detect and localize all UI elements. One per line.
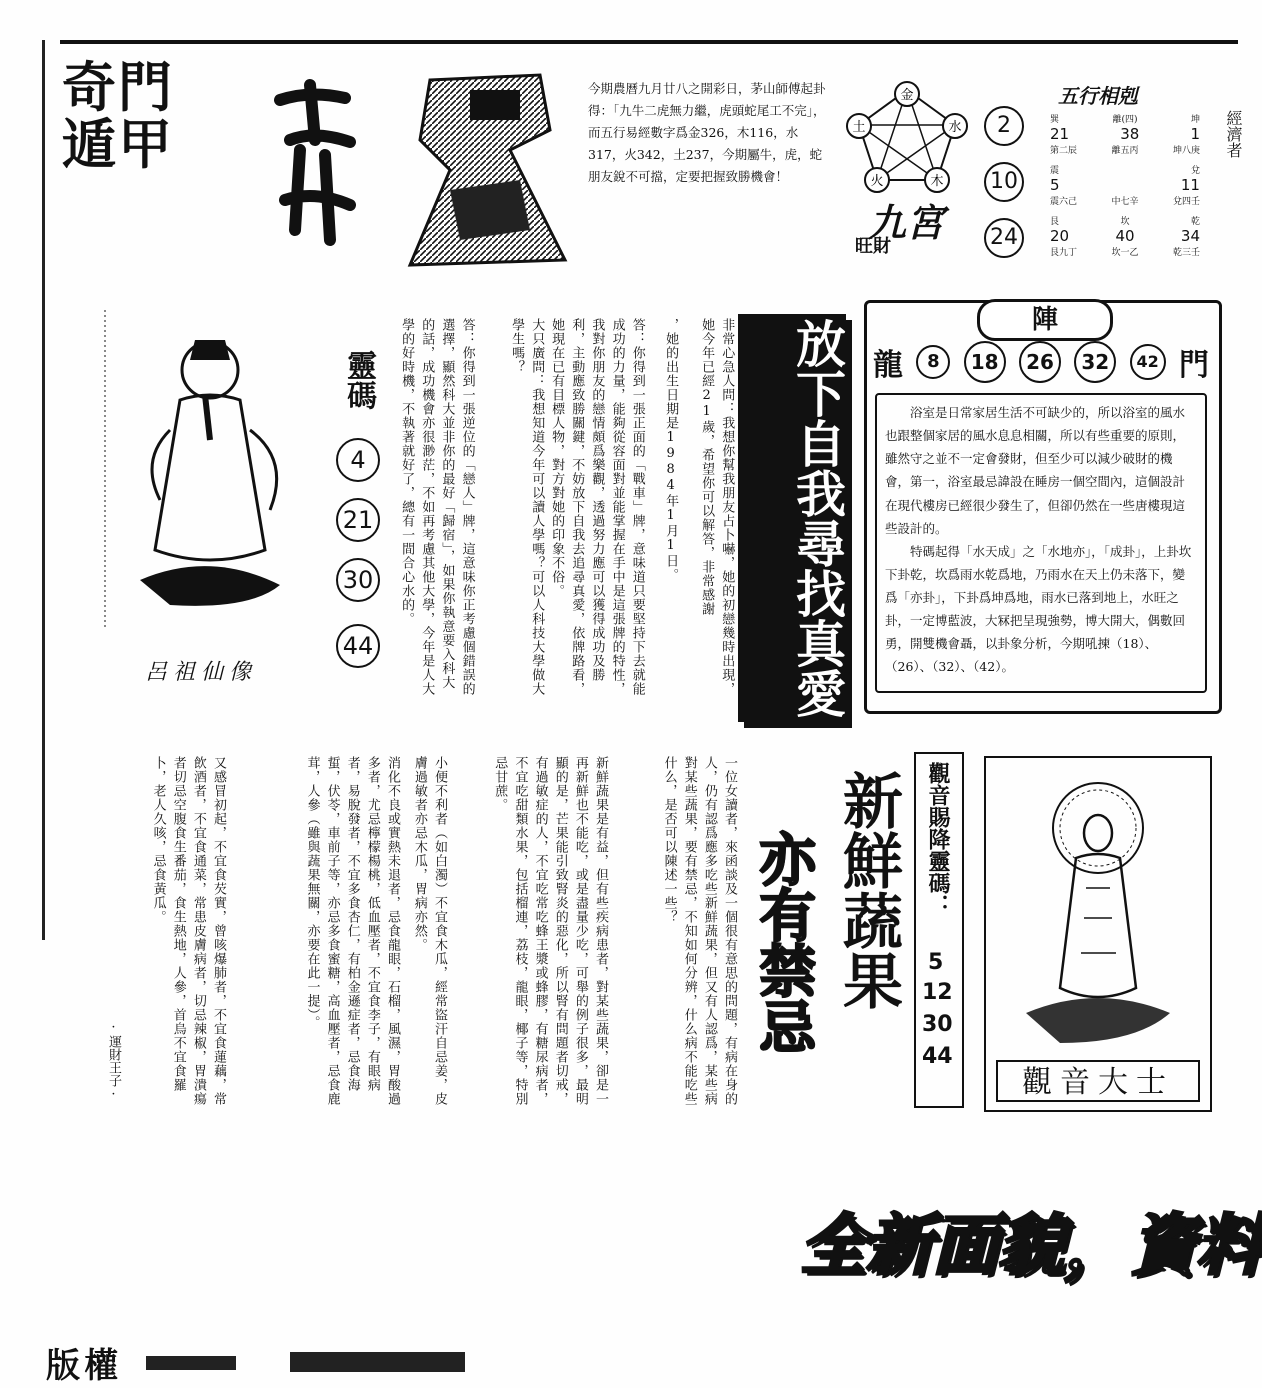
top-rule [60, 40, 1238, 44]
article-column-3: 小便不利者（如白濁）不宜食木瓜，經常盜汗自忌姜，皮膚過敏者亦忌木瓜，胃病亦然。 [411, 756, 447, 1106]
brand-title: 奇門遁甲 [62, 56, 174, 176]
lingma-label: 靈碼 [341, 350, 376, 410]
dragon-text-frame [875, 393, 1207, 693]
guanyin-caption: 觀音大士 [996, 1060, 1200, 1102]
article-byline: ·運財王子· [106, 1020, 121, 1102]
guanyin-number-2: 12 [922, 980, 953, 1005]
footer-smudge-2 [290, 1352, 465, 1372]
wuxing-grid [1050, 112, 1200, 259]
wuxing-node-jin: 金 [900, 88, 914, 103]
bottom-banner: 全新面貌，資料 [800, 1207, 1262, 1284]
dragon-body-2: 特碼起得「水天成」之「水地亦」，「成卦」，上卦坎下卦乾，坎爲雨水乾爲地，乃雨水在天上仍未落下，變爲「亦卦」，下卦爲坤爲地，雨水已落到地上，水旺之卦，一定博藍波，大冧把呈現強勢，博大開大，偶數回勇，開雙機會聶，以卦象分析，今期吼揀（18）、（26）、（32）、（42）。 [885, 543, 1192, 675]
footer-smudge [146, 1356, 236, 1370]
dragon-body: 浴室是日常家居生活不可缺少的，所以浴室的風水也跟整個家居的風水息息相關，所以有些重要的原則，雖然守之並不一定會發財，但至少可以減少破財的機會，第一，浴室最忌諱設在睡房一個空間內，這個設計在現代樓房已經很少發生了，但卻仍然在一些唐樓現這些設計的。 [885, 405, 1186, 536]
wuxing-node-tu: 土 [852, 120, 866, 135]
dragon-number-3: 26 [1019, 341, 1061, 383]
dragon-right-label: 門 [1178, 348, 1209, 383]
wuxing-number-2: 10 [984, 162, 1024, 202]
guanyin-image-frame [984, 756, 1212, 1112]
nine-palace-caption: 九宮 [868, 201, 945, 245]
lingma-number-1: 4 [336, 438, 380, 482]
lingma-number-2: 21 [336, 498, 380, 542]
wuxing-node-huo: 火 [870, 174, 884, 189]
grid-title: 五行相剋 [1058, 84, 1138, 108]
luzu-portrait-image [100, 300, 320, 660]
feature-column-1: 非常心急人問：我想你幫我朋友占卜嚇，她的初戀幾時出現，她今年已經21歲，希望你可以解答，非常感謝 [699, 318, 735, 696]
feature-column-3: 答：你得到一張正面的「戰車」牌，意味道只要堅持下去就能成功的力量，能夠從容面對並能掌握在手中是這張牌的特性，我對你朋友的戀情頗爲樂觀，透過努力應可以獲得成功及勝利，主動應致勝關鍵，不妨放下自我去追尋真愛，依牌路看，她現在已有目標人物，對方對她的印象不俗。 [549, 318, 645, 696]
dragon-numbers-row [873, 335, 1209, 389]
feature-column-4: 大只廣問：我想知道今年可以讀人學嗎？可以人科技大學做大學生嗎？ [509, 318, 545, 696]
nine-palace-subcaption: 旺財 [855, 236, 891, 257]
wuxing-node-shui: 水 [948, 120, 962, 135]
grid-row: 艮 坎 乾 20 40 34 艮九丁 坎一乙 乾三壬 [1050, 217, 1200, 258]
footer-text: 版權 [46, 1346, 122, 1386]
dragon-number-2: 18 [964, 341, 1006, 383]
article-column-2: 新鮮蔬果是有益，但有些疾病患者，對某些蔬果，卻是一再新鮮也不能吃，或是盡量少吃，可舉的例子很多，最明顯的是，芒果能引致腎炎的惡化，所以腎有問題者切戒，有過敏症的人，不宜吃常吃蜂王漿或蜂膠，有糖尿病者，不宜吃甜類水果，包括榴連，荔枝，龍眼，椰子等，特別忌甘蔗。 [492, 756, 608, 1106]
guanyin-figure-image [986, 758, 1210, 1048]
article-column-4: 消化不良或實熱未退者，忌食龍眼，石榴，風濕，胃酸過多者，尤忌檸檬楊桃，低血壓者，不宜食李子，有眼病者，易脫發者，不宜多食杏仁，有柏金遜症者，忌食海蜇，伏苓，車前子等，亦忌多食蜜糖，高血壓者，忌食鹿茸，人參（雖與蔬果無關，亦要在此一提）。 [304, 756, 400, 1106]
wuxing-node-mu: 木 [930, 174, 944, 189]
article-title-a: 新鮮蔬果 [833, 770, 903, 1010]
guanyin-number-4: 44 [922, 1044, 953, 1069]
portrait-caption: 呂祖仙像 [145, 660, 258, 685]
dragon-number-5: 42 [1130, 344, 1166, 380]
left-rule [42, 40, 45, 940]
lingma-number-3: 30 [336, 558, 380, 602]
guanyin-label-box [914, 752, 964, 1108]
dragon-box [864, 300, 1222, 714]
wuxing-number-3: 24 [984, 218, 1024, 258]
guanyin-number-3: 30 [922, 1012, 953, 1037]
article-column-5: 又感冒初起，不宜食芡實，曾咳爆肺者，不宜食蓮藕，常飲酒者，不宜食通菜，常患皮膚病者，切忌辣椒，胃潰瘍者切忌空腹食生番茄，食生熱地，人參，首烏不宜食羅卜，老人久咳，忌食黃瓜。 [150, 756, 226, 1106]
grid-row: 巽 離(四) 坤 21 38 1 第二辰 離五丙 坤八庚 [1050, 115, 1200, 156]
grid-row: 震 兌 5 11 震六己 中七辛 兌四壬 [1050, 166, 1200, 207]
brush-calligraphy-icon [270, 80, 360, 250]
wuxing-number-1: 2 [984, 106, 1024, 146]
guanyin-label: 觀音賜降靈碼： [925, 762, 950, 916]
dragon-number-1: 8 [916, 345, 950, 379]
article-column-1: 一位女讀者，來函談及一個很有意思的問題，有病在身的人，仍有認爲應多吃些新鮮蔬果，但又有人認爲，某些病對某些蔬果，要有禁忌，不知如何分辨，什么病不能吃些什么，是否可以陳述一些？ [661, 756, 737, 1106]
woodcut-figure-image [390, 70, 580, 270]
feature-headline: 放下自我尋找真愛 [738, 314, 846, 722]
article-title-b: 亦有禁忌 [750, 830, 817, 1054]
right-edge-text: 經濟者 [1224, 110, 1243, 158]
wuxing-nodes [847, 82, 967, 192]
lingma-number-4: 44 [336, 624, 380, 668]
dragon-number-4: 32 [1074, 341, 1116, 383]
wuxing-diagram [845, 80, 970, 200]
guanyin-number-1: 5 [928, 950, 944, 975]
feature-column-5: 答：你得到一張逆位的「戀人」牌，這意味你正考慮個錯誤的選擇，顯然科大並非你的最好「歸宿」，如果你執意要入科大的話，成功機會亦很渺茫，不如再考慮其他大學，今年是人大學的好時機，不執著就好了，總有一間合心水的。 [399, 318, 475, 696]
intro-paragraph: 今期農曆九月廿八之開彩日，茅山師傅起卦得：「九牛二虎無力繼，虎頭蛇尾工不完」，而五行易經數字爲金326，木116，水317，火342，土237，今期屬牛，虎，蛇朋友銳不可擋，定要把握致勝機會！ [588, 81, 826, 184]
dragon-banner: 陣 [977, 299, 1113, 341]
dragon-left-label: 龍 [873, 348, 903, 383]
feature-column-2: ，她的出生日期是1984年1月1日。 [663, 318, 679, 582]
